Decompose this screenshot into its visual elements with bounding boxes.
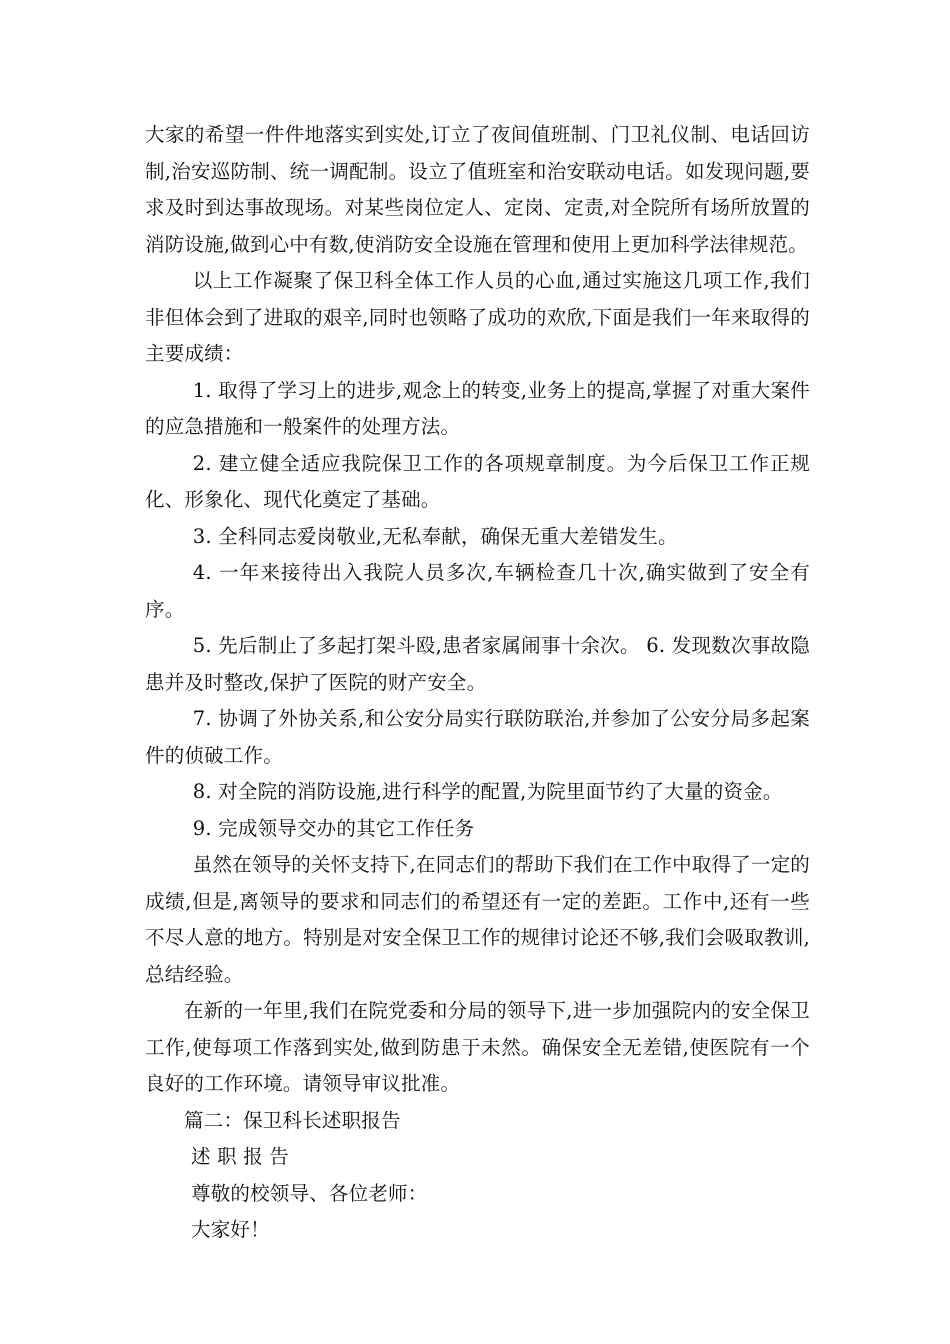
salutation: 尊敬的校领导、各位老师： [191, 1181, 428, 1205]
section-heading: 篇二：保卫科长述职报告 [184, 1108, 401, 1132]
paragraph-duty-systems: 大家的希望一件件地落实到实处,订立了夜间值班制、门卫礼仪制、电话回访制,治安巡防制、统一调配制。设立了值班室和治安联动电话。如发现问题,要求及时到达事故现场。对某些岗位定人、定岗、定责,对全院所有场所放置的消防设施,做到心中有数,使消防安全设施在管理和使用上更加科学法律规范。 [145, 123, 810, 256]
paragraph-shortcomings: 虽然在领导的关怀支持下,在同志们的帮助下我们在工作中取得了一定的成绩,但是,离领导的要求和同志们的希望还有一定的差距。工作中,还有一些不尽人意的地方。特别是对安全保卫工作的规律讨论还不够,我们会吸取教训,总结经验。 [145, 853, 810, 986]
paragraph-achievements-intro: 以上工作凝聚了保卫科全体工作人员的心血,通过实施这几项工作,我们非但体会到了进取的艰辛,同时也领略了成功的欢欣,下面是我们一年来取得的主要成绩： [145, 269, 810, 365]
document-body [145, 117, 810, 1249]
list-item-9: 9. 完成领导交办的其它工作任务 [192, 816, 475, 840]
list-item-5-6: 5. 先后制止了多起打架斗殴,患者家属闹事十余次。 6. 发现数次事故隐患并及时整改,保护了医院的财产安全。 [145, 634, 810, 694]
report-title: 述 职 报 告 [191, 1145, 289, 1168]
list-item-4: 4. 一年来接待出入我院人员多次,车辆检查几十次,确实做到了安全有序。 [145, 561, 810, 621]
paragraph-new-year: 在新的一年里,我们在院党委和分局的领导下,进一步加强院内的安全保卫工作,使每项工作落到实处,做到防患于未然。确保安全无差错,使医院有一个良好的工作环境。请领导审议批准。 [145, 999, 810, 1095]
list-item-2: 2. 建立健全适应我院保卫工作的各项规章制度。为今后保卫工作正规化、形象化、现代化奠定了基础。 [145, 451, 810, 511]
list-item-8: 8. 对全院的消防设施,进行科学的配置,为院里面节约了大量的资金。 [192, 780, 783, 803]
list-item-3: 3. 全科同志爱岗敬业,无私奉献，确保无重大差错发生。 [192, 524, 678, 548]
list-item-1: 1. 取得了学习上的进步,观念上的转变,业务上的提高,掌握了对重大案件的应急措施和一般案件的处理方法。 [145, 378, 810, 438]
greeting: 大家好！ [191, 1218, 270, 1241]
list-item-7: 7. 协调了外协关系,和公安分局实行联防联治,并参加了公安分局多起案件的侦破工作。 [145, 707, 810, 767]
